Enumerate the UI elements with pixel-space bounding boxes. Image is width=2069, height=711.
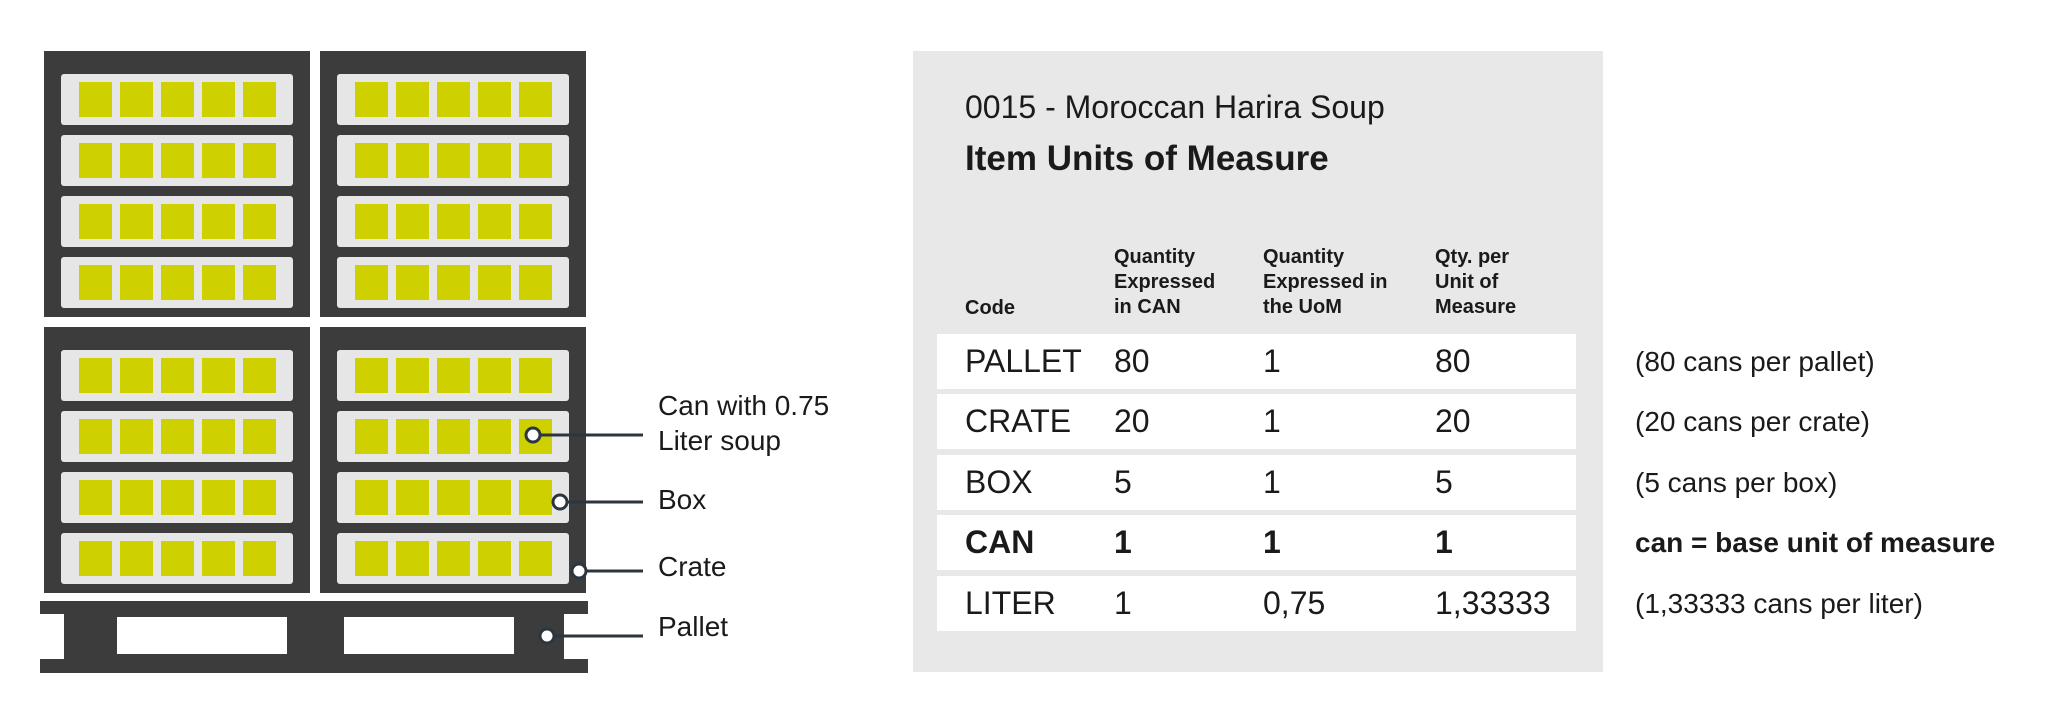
cell-code: PALLET [965, 343, 1082, 379]
can [79, 204, 112, 239]
can [202, 204, 235, 239]
uom-row-can [937, 515, 1576, 570]
callout-can-line-2: Liter soup [658, 425, 781, 456]
cell-qty-per: 80 [1435, 343, 1471, 379]
cell-qty-per: 1,33333 [1435, 585, 1551, 621]
cell-qty-per: 20 [1435, 403, 1471, 439]
can [355, 419, 388, 454]
can [120, 419, 153, 454]
uom-panel [913, 51, 1603, 672]
can [120, 265, 153, 300]
box [61, 135, 293, 186]
cell-qty-base: 1 [1114, 524, 1132, 560]
box [61, 533, 293, 584]
can [79, 480, 112, 515]
box [337, 472, 569, 523]
can [120, 82, 153, 117]
callout-label-box: Box [658, 484, 707, 515]
can [202, 358, 235, 393]
can [396, 82, 429, 117]
cell-qty-base: 80 [1114, 343, 1150, 379]
can [79, 82, 112, 117]
column-header-qty-base: Quantity Expressed in CAN [1114, 246, 1216, 318]
can [396, 480, 429, 515]
crate-3 [44, 327, 310, 593]
crate-4 [320, 327, 586, 593]
can [437, 419, 470, 454]
can [161, 204, 194, 239]
leader-dot [553, 495, 567, 509]
uom-row-pallet [937, 334, 1576, 389]
can [243, 265, 276, 300]
can [355, 82, 388, 117]
callout-label-can [658, 388, 829, 458]
cell-code: CAN [965, 524, 1035, 560]
can [437, 82, 470, 117]
leader-box [553, 495, 643, 509]
can [519, 143, 552, 178]
can [161, 143, 194, 178]
crate-1 [44, 51, 310, 317]
column-header-qty-per: Qty. per Unit of Measure [1435, 246, 1517, 318]
can [519, 480, 552, 515]
can [161, 541, 194, 576]
can [437, 358, 470, 393]
can [120, 358, 153, 393]
panel-title: Item Units of Measure [965, 139, 1329, 178]
row-note-crate: (20 cans per crate) [1635, 406, 1870, 437]
can [79, 419, 112, 454]
can [478, 541, 511, 576]
can [243, 143, 276, 178]
can [243, 82, 276, 117]
can [355, 204, 388, 239]
can [519, 541, 552, 576]
cell-qty-base: 20 [1114, 403, 1150, 439]
can [202, 541, 235, 576]
box [337, 350, 569, 401]
can [437, 265, 470, 300]
uom-row-liter [937, 576, 1576, 631]
cell-qty-uom: 1 [1263, 464, 1281, 500]
box [61, 196, 293, 247]
box [337, 135, 569, 186]
can [243, 358, 276, 393]
can [519, 265, 552, 300]
cell-qty-base: 1 [1114, 585, 1132, 621]
can [396, 265, 429, 300]
pallet-slot-right [344, 617, 514, 654]
item-subtitle: 0015 - Moroccan Harira Soup [965, 89, 1385, 125]
box [61, 472, 293, 523]
box [61, 350, 293, 401]
can [79, 143, 112, 178]
row-note-box: (5 cans per box) [1635, 467, 1838, 498]
box [337, 533, 569, 584]
can [243, 480, 276, 515]
can [120, 541, 153, 576]
can [396, 419, 429, 454]
callout-can-line-1: Can with 0.75 [658, 390, 830, 421]
leader-dot [540, 629, 554, 643]
cell-qty-uom: 1 [1263, 524, 1281, 560]
can [396, 143, 429, 178]
can [243, 541, 276, 576]
pallet-diagram [0, 0, 880, 711]
can [478, 419, 511, 454]
can [355, 265, 388, 300]
can [355, 143, 388, 178]
row-note-liter: (1,33333 cans per liter) [1635, 588, 1923, 619]
can [202, 419, 235, 454]
can [120, 204, 153, 239]
can [396, 204, 429, 239]
crate-2 [320, 51, 586, 317]
can [120, 143, 153, 178]
can [355, 480, 388, 515]
can [478, 143, 511, 178]
can [120, 480, 153, 515]
column-header-code: Code [965, 297, 1015, 319]
row-note-can: can = base unit of measure [1635, 527, 1996, 558]
cell-code: LITER [965, 585, 1056, 621]
can [519, 358, 552, 393]
can [478, 480, 511, 515]
can [161, 358, 194, 393]
can [478, 204, 511, 239]
box [337, 196, 569, 247]
row-note-pallet: (80 cans per pallet) [1635, 346, 1875, 377]
cell-qty-uom: 0,75 [1263, 585, 1326, 621]
can [437, 204, 470, 239]
can [478, 82, 511, 117]
leader-crate [572, 564, 643, 578]
uom-row-box [937, 455, 1576, 510]
pallet-slot-left [117, 617, 287, 654]
can [396, 358, 429, 393]
can [519, 82, 552, 117]
callout-label-pallet: Pallet [658, 611, 729, 642]
can [243, 419, 276, 454]
cell-qty-per: 5 [1435, 464, 1453, 500]
can [161, 419, 194, 454]
box [61, 411, 293, 462]
column-header-qty-uom: Quantity Expressed in the UoM [1263, 246, 1388, 318]
can [396, 541, 429, 576]
box [61, 257, 293, 308]
can [161, 265, 194, 300]
leader-dot [572, 564, 586, 578]
can [202, 480, 235, 515]
cell-qty-uom: 1 [1263, 403, 1281, 439]
cell-qty-uom: 1 [1263, 343, 1281, 379]
can [79, 541, 112, 576]
can [202, 143, 235, 178]
can [161, 82, 194, 117]
box [61, 74, 293, 125]
can [355, 358, 388, 393]
pallet-notch-left [40, 614, 64, 659]
box [337, 257, 569, 308]
can [79, 265, 112, 300]
can [437, 143, 470, 178]
can [519, 204, 552, 239]
cell-qty-base: 5 [1114, 464, 1132, 500]
cell-qty-per: 1 [1435, 524, 1453, 560]
can [478, 358, 511, 393]
can [161, 480, 194, 515]
cell-code: BOX [965, 464, 1033, 500]
can [202, 82, 235, 117]
cell-code: CRATE [965, 403, 1072, 439]
uom-row-crate [937, 394, 1576, 449]
leader-dot [526, 428, 540, 442]
can [437, 480, 470, 515]
can [437, 541, 470, 576]
can [478, 265, 511, 300]
can [202, 265, 235, 300]
can [79, 358, 112, 393]
callout-label-crate: Crate [658, 551, 727, 582]
box [337, 74, 569, 125]
can [355, 541, 388, 576]
can [243, 204, 276, 239]
